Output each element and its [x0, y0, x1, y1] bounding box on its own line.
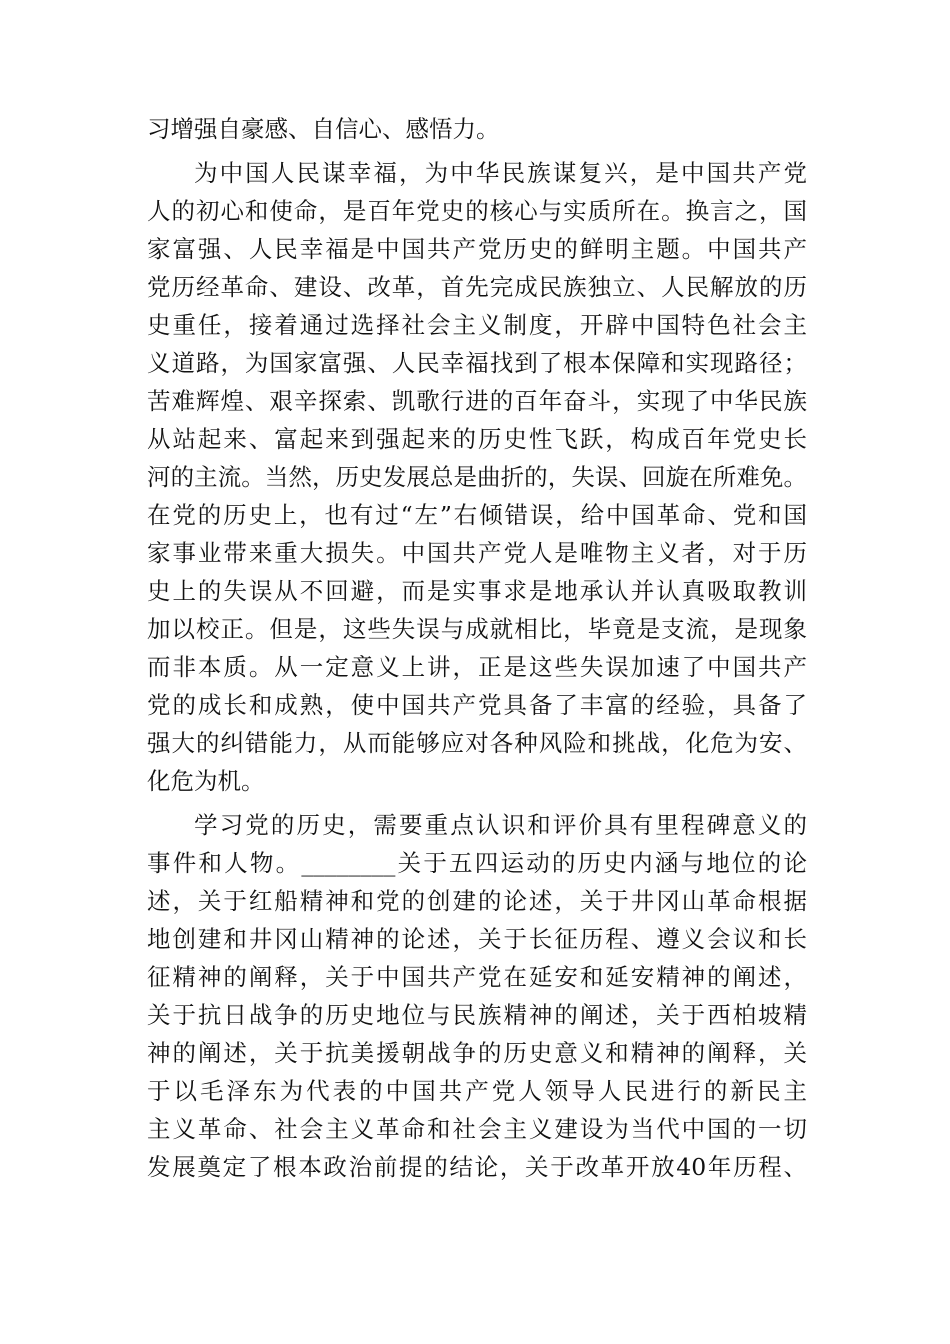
text-line: 主义革命、社会主义革命和社会主义建设为当代中国的一切 [147, 1115, 807, 1143]
paragraph [147, 806, 807, 1186]
text-line: 在党的历史上，也有过“左”右倾错误，给中国革命、党和国 [147, 501, 807, 529]
text-line: 地创建和井冈山精神的论述，关于长征历程、遵义会议和长 [147, 925, 807, 953]
text-line: 征精神的阐释，关于中国共产党在延安和延安精神的阐述， [147, 963, 807, 991]
text-line: 史上的失误从不回避，而是实事求是地承认并认真吸取教训 [147, 577, 807, 605]
text-line: 从站起来、富起来到强起来的历史性飞跃，构成百年党史长 [147, 425, 807, 453]
text-line: 河的主流。当然，历史发展总是曲折的，失误、回旋在所难免。 [147, 463, 807, 491]
text-line: 事件和人物。________关于五四运动的历史内涵与地位的论 [147, 849, 807, 877]
text-line: 而非本质。从一定意义上讲，正是这些失误加速了中国共产 [147, 653, 807, 681]
text-line: 神的阐述，关于抗美援朝战争的历史意义和精神的阐释，关 [147, 1039, 807, 1067]
text-line: 党的成长和成熟，使中国共产党具备了丰富的经验，具备了 [147, 691, 807, 719]
text-line: 关于抗日战争的历史地位与民族精神的阐述，关于西柏坡精 [147, 1001, 807, 1029]
text-line: 苦难辉煌、艰辛探索、凯歌行进的百年奋斗，实现了中华民族 [147, 387, 807, 415]
text-line: 史重任，接着通过选择社会主义制度，开辟中国特色社会主 [147, 311, 807, 339]
text-line: 发展奠定了根本政治前提的结论，关于改革开放40年历程、 [147, 1153, 807, 1181]
text-line: 家富强、人民幸福是中国共产党历史的鲜明主题。中国共产 [147, 235, 807, 263]
text-line: 化危为机。 [147, 767, 265, 795]
text-line: 为中国人民谋幸福，为中华民族谋复兴，是中国共产党 [194, 159, 807, 187]
paragraph [147, 110, 807, 148]
body-text [147, 110, 807, 1186]
paragraph [147, 154, 807, 800]
text-line: 党历经革命、建设、改革，首先完成民族独立、人民解放的历 [147, 273, 807, 301]
text-line: 强大的纠错能力，从而能够应对各种风险和挑战，化危为安、 [147, 729, 807, 757]
text-line: 加以校正。但是，这些失误与成就相比，毕竟是支流，是现象 [147, 615, 807, 643]
text-line: 习增强自豪感、自信心、感悟力。 [147, 115, 500, 143]
text-line: 述，关于红船精神和党的创建的论述，关于井冈山革命根据 [147, 887, 807, 915]
text-line: 人的初心和使命，是百年党史的核心与实质所在。换言之，国 [147, 197, 807, 225]
text-line: 家事业带来重大损失。中国共产党人是唯物主义者，对于历 [147, 539, 807, 567]
text-line: 学习党的历史，需要重点认识和评价具有里程碑意义的 [194, 811, 807, 839]
text-line: 义道路，为国家富强、人民幸福找到了根本保障和实现路径； [147, 349, 807, 377]
text-line: 于以毛泽东为代表的中国共产党人领导人民进行的新民主 [147, 1077, 807, 1105]
